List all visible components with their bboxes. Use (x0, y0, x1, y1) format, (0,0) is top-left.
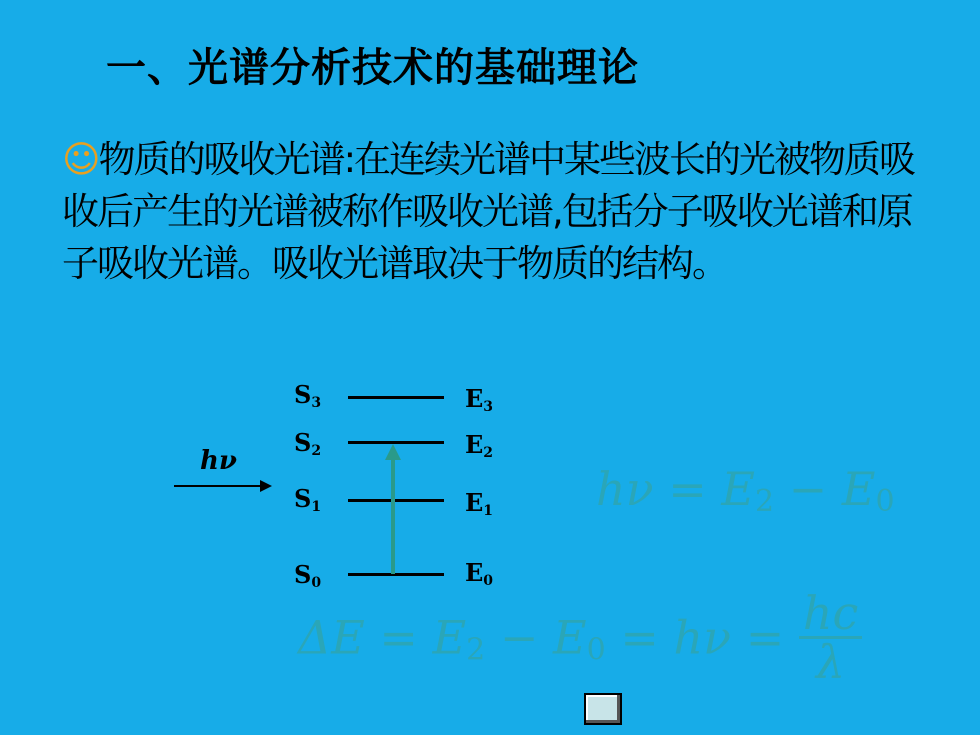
smiley-bullet-icon: ☺ (62, 138, 99, 181)
energy-label-e1: $E_1$ (465, 488, 494, 519)
nav-button-icon[interactable] (584, 693, 622, 725)
level-label-s2: $S_2$ (294, 428, 322, 459)
level-line-2 (348, 441, 444, 444)
level-line-0 (348, 573, 444, 576)
level-line-3 (348, 396, 444, 399)
energy-label-e0: $E_0$ (465, 558, 494, 589)
energy-label-e3: $E_3$ (465, 384, 494, 415)
formula-energy-difference: $h\nu = E_2 - E_0$ (596, 462, 895, 519)
photon-label: hν (200, 446, 237, 476)
fraction-hc-over-lambda: $\frac{hc}{\lambda}$ (799, 590, 862, 685)
photon-arrow-icon (174, 480, 272, 492)
level-label-s0: $S_0$ (294, 560, 322, 591)
slide-title: 一、光谱分析技术的基础理论 (106, 45, 639, 91)
level-label-s3: $S_3$ (294, 380, 322, 411)
paragraph-text: 物质的吸收光谱:在连续光谱中某些波长的光被物质吸收后产生的光谱被称作吸收光谱,包括分子吸收光谱和原子吸收光谱。吸收光谱取决于物质的结构。 (62, 138, 915, 285)
level-line-1 (348, 499, 444, 502)
slide-paragraph (62, 134, 942, 290)
energy-label-e2: $E_2$ (465, 430, 494, 461)
level-label-s1: $S_1$ (294, 484, 322, 515)
formula-photon-energy: $\Delta E = E_2 - E_0 = h\nu$ = $\frac{hc}{\lambda}$ (298, 594, 862, 689)
transition-arrow-icon (385, 444, 401, 574)
